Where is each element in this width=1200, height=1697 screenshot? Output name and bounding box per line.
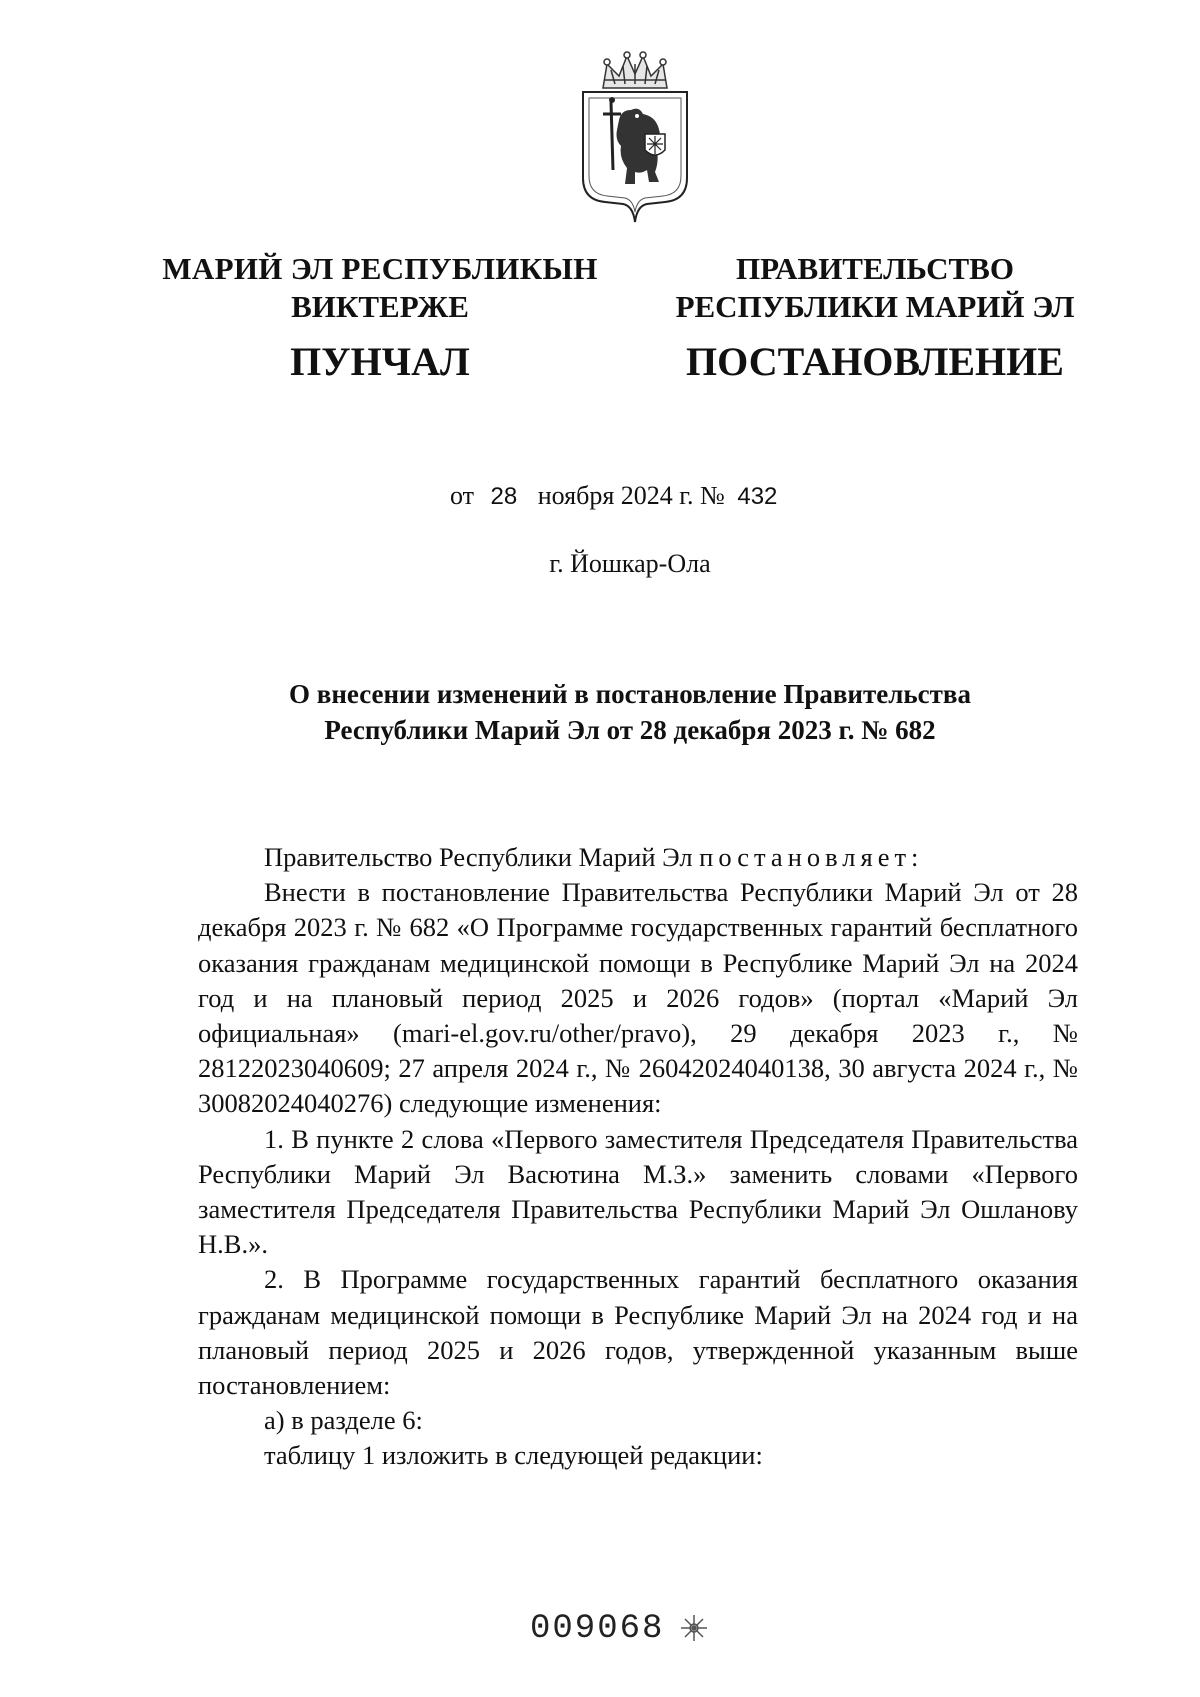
date-day: 28 (490, 483, 518, 510)
body-paragraph-3: 2. В Программе государственных гарантий бесплатного оказания гражданам медицинской помощи в Республике Марий Эл на 2024 год и на плановый период 2025 и 2026 годов, утвержденной указанным выше постановлением: (198, 1264, 1078, 1401)
document-title (200, 676, 1060, 748)
preamble-text: Правительство Республики Марий Эл (264, 842, 693, 872)
header-russian-doc-type: ПОСТАНОВЛЕНИЕ (686, 339, 1064, 384)
header-mari (160, 250, 600, 386)
body-paragraph-1: Внести в постановление Правительства Республики Марий Эл от 28 декабря 2023 г. № 682 «О Программе государственных гарантий бесплатного оказания гражданам медицинской помощи в Республике Марий Эл на 2024 год и на плановый период 2025 и 2026 годов» (портал «Марий Эл официальная» (mari-el.gov.ru/other/pravo), 29 декабря 2023 г., № 28122023040609; 27 апреля 2024 г., № 26042024040138, 30 августа 2024 г., № 30082024040276) следующие изменения: (198, 877, 1078, 1119)
date-month-year: ноября 2024 г. № (537, 481, 725, 510)
body-paragraph-5: таблицу 1 изложить в следующей редакции: (264, 1440, 763, 1471)
header-russian-line1: ПРАВИТЕЛЬСТВО (736, 251, 1014, 286)
preamble-resolves: постановляет: (699, 842, 924, 872)
header-mari-doc-type: ПУНЧАЛ (290, 339, 470, 384)
date-from-label: от (450, 481, 475, 510)
title-line1: О внесении изменений в постановление Правительства (289, 679, 971, 709)
header-mari-line2: ВИКТЕРЖЕ (291, 289, 469, 324)
header-russian-line2: РЕСПУБЛИКИ МАРИЙ ЭЛ (675, 289, 1075, 324)
form-serial-number: 009068 (530, 1610, 665, 1648)
document-body (198, 840, 1078, 1474)
coat-of-arms-emblem (575, 50, 695, 228)
document-number: 432 (737, 483, 778, 510)
ornament-star-icon (678, 1612, 710, 1644)
document-city: г. Йошкар-Ола (549, 549, 711, 578)
header-russian (650, 250, 1100, 386)
body-paragraph-2: 1. В пункте 2 слова «Первого заместителя Председателя Правительства Республики Марий Эл Васютина М.З.» заменить словами «Первого заместителя Председателя Правительства Республики Марий Эл Ошланову Н.В.». (198, 1123, 1078, 1260)
body-paragraph-preamble (198, 840, 1078, 875)
document-date-number (450, 480, 777, 513)
body-paragraph-4: а) в разделе 6: (264, 1405, 423, 1436)
header-mari-line1: МАРИЙ ЭЛ РЕСПУБЛИКЫН (162, 251, 598, 286)
title-line2: Республики Марий Эл от 28 декабря 2023 г. № 682 (324, 715, 936, 745)
